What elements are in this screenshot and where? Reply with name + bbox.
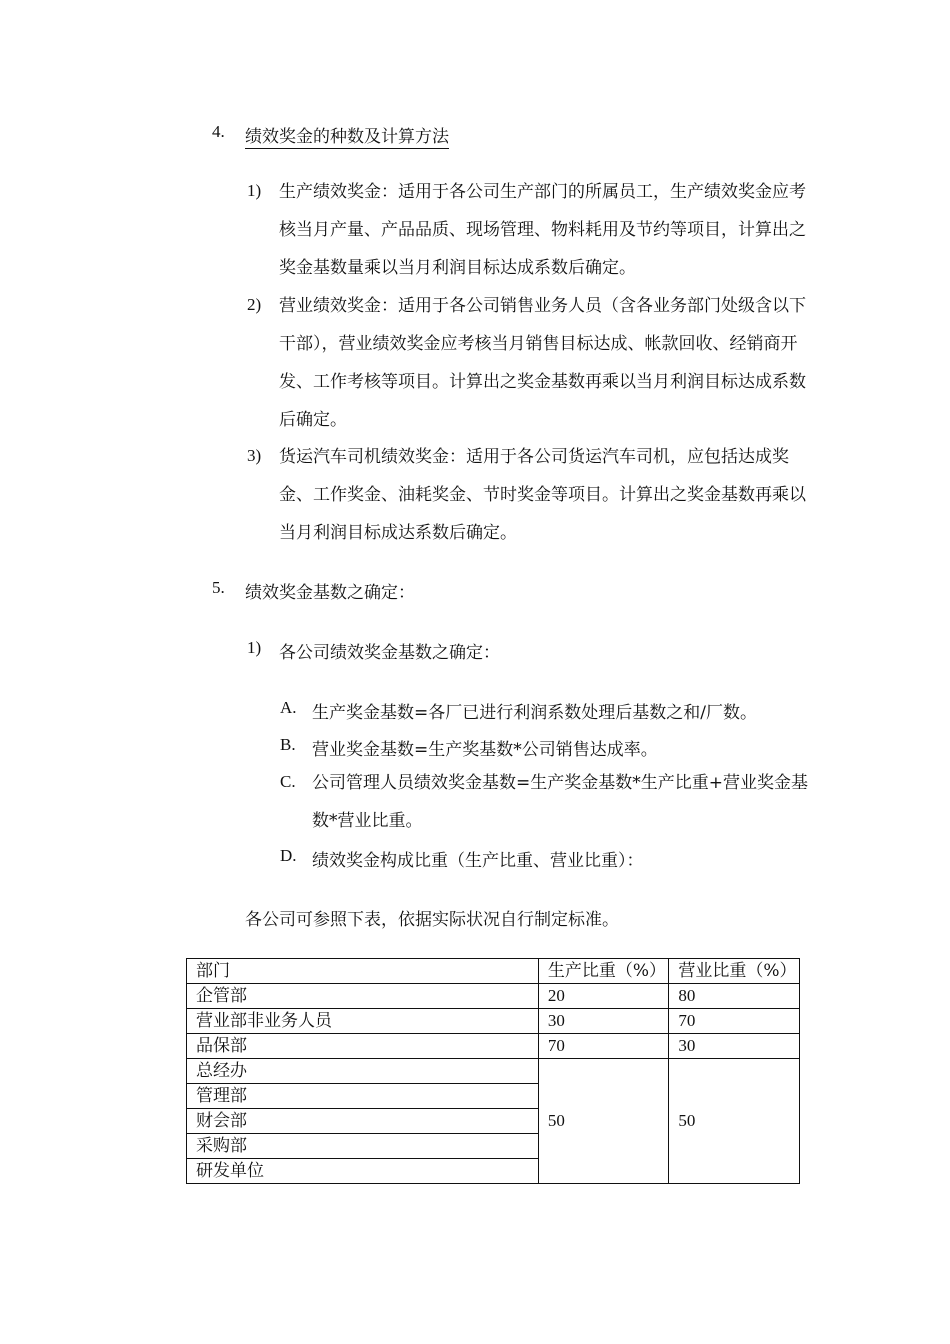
section-4-number: 4. bbox=[212, 122, 225, 141]
section-5-title: 绩效奖金基数之确定： bbox=[245, 583, 415, 603]
sub-item-text: 生产奖金基数=各厂已进行利润系数处理后基数之和/厂数。 bbox=[312, 703, 757, 723]
sub-item-letter: C. bbox=[280, 772, 296, 791]
table-row bbox=[187, 984, 800, 1009]
cell-dept: 采购部 bbox=[187, 1134, 539, 1159]
cell-production: 30 bbox=[538, 1009, 669, 1034]
cell-dept: 营业部非业务人员 bbox=[187, 1009, 539, 1034]
table-intro: 各公司可参照下表，依据实际状况自行制定标准。 bbox=[245, 910, 619, 930]
cell-group-production: 50 bbox=[538, 1059, 669, 1184]
header-sales: 营业比重（%） bbox=[669, 959, 800, 984]
item-text: 货运汽车司机绩效奖金：适用于各公司货运汽车司机，应包括达成奖金、工作奖金、油耗奖金、节时奖金等项目。计算出之奖金基数再乘以当月利润目标成达系数后确定。 bbox=[279, 447, 806, 543]
table-row bbox=[187, 1059, 800, 1084]
header-production: 生产比重（%） bbox=[538, 959, 669, 984]
cell-dept: 研发单位 bbox=[187, 1159, 539, 1184]
cell-dept: 管理部 bbox=[187, 1084, 539, 1109]
item-text: 生产绩效奖金：适用于各公司生产部门的所属员工，生产绩效奖金应考核当月产量、产品品质、现场管理、物料耗用及节约等项目，计算出之奖金基数量乘以当月利润目标达成系数后确定。 bbox=[279, 182, 806, 278]
cell-dept: 财会部 bbox=[187, 1109, 539, 1134]
item-text: 营业绩效奖金：适用于各公司销售业务人员（含各业务部门处级含以下干部），营业绩效奖金应考核当月销售目标达成、帐款回收、经销商开发、工作考核等项目。计算出之奖金基数再乘以当月利润目标达成系数后确定。 bbox=[279, 296, 806, 430]
item-number: 1) bbox=[247, 181, 262, 200]
header-dept: 部门 bbox=[187, 959, 539, 984]
sub-item-text: 绩效奖金构成比重（生产比重、营业比重）： bbox=[312, 851, 644, 871]
table-row bbox=[187, 1009, 800, 1034]
sub-item-letter: A. bbox=[280, 698, 297, 717]
item-text: 各公司绩效奖金基数之确定： bbox=[279, 643, 500, 663]
cell-dept: 品保部 bbox=[187, 1034, 539, 1059]
cell-sales: 30 bbox=[669, 1034, 800, 1059]
sub-item-letter: B. bbox=[280, 735, 296, 754]
sub-item-text: 营业奖金基数=生产奖基数*公司销售达成率。 bbox=[312, 740, 658, 760]
cell-sales: 70 bbox=[669, 1009, 800, 1034]
table-header-row bbox=[187, 959, 800, 984]
cell-dept: 企管部 bbox=[187, 984, 539, 1009]
cell-sales: 80 bbox=[669, 984, 800, 1009]
weight-table bbox=[186, 958, 800, 1184]
sub-item-text: 公司管理人员绩效奖金基数=生产奖金基数*生产比重+营业奖金基数*营业比重。 bbox=[312, 773, 808, 831]
section-5-number: 5. bbox=[212, 578, 225, 597]
cell-dept: 总经办 bbox=[187, 1059, 539, 1084]
section-4-title: 绩效奖金的种数及计算方法 bbox=[245, 122, 449, 149]
table-row bbox=[187, 1034, 800, 1059]
item-number: 2) bbox=[247, 295, 262, 314]
item-number: 3) bbox=[247, 446, 262, 465]
sub-item-letter: D. bbox=[280, 846, 297, 865]
item-number: 1) bbox=[247, 638, 262, 657]
cell-production: 20 bbox=[538, 984, 669, 1009]
cell-group-sales: 50 bbox=[669, 1059, 800, 1184]
cell-production: 70 bbox=[538, 1034, 669, 1059]
